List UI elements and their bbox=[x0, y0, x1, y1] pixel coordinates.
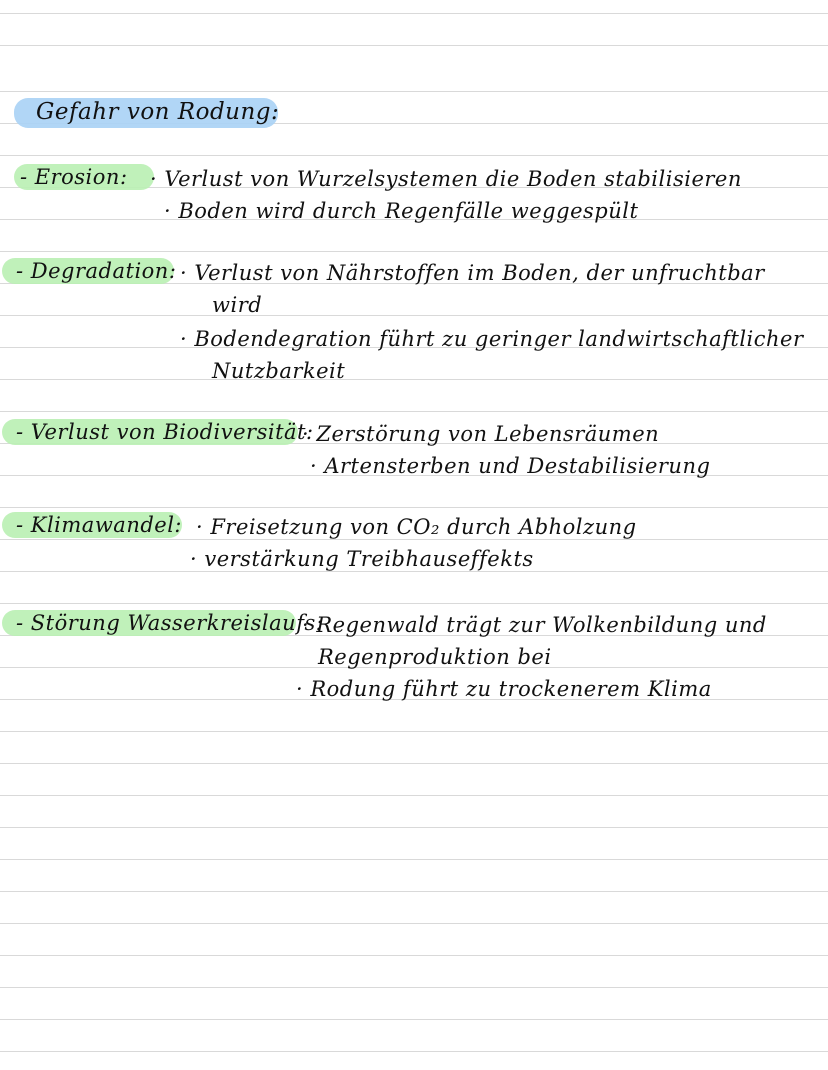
wasserkreislauf-line-1: · Regenwald trägt zur Wolkenbildung und bbox=[302, 613, 767, 637]
section-label-degradation: - Degradation: bbox=[16, 259, 177, 283]
degradation-line-2: wird bbox=[212, 293, 263, 317]
page-title: Gefahr von Rodung: bbox=[36, 99, 280, 125]
klimawandel-line-1: · Freisetzung von CO₂ durch Abholzung bbox=[196, 515, 637, 539]
section-label-klimawandel: - Klimawandel: bbox=[16, 513, 183, 537]
section-label-biodiversity: - Verlust von Biodiversität: bbox=[16, 420, 314, 444]
section-label-wasserkreislauf: - Störung Wasserkreislaufs: bbox=[16, 611, 324, 635]
degradation-line-1: · Verlust von Nährstoffen im Boden, der unfruchtbar bbox=[180, 261, 765, 285]
biodiversity-line-2: · Artensterben und Destabilisierung bbox=[310, 454, 711, 478]
erosion-line-1: · Verlust von Wurzelsystemen die Boden stabilisieren bbox=[150, 167, 742, 191]
section-label-erosion: - Erosion: bbox=[20, 165, 128, 189]
erosion-line-2: · Boden wird durch Regenfälle weggespült bbox=[164, 199, 639, 223]
wasserkreislauf-line-2: Regenproduktion bei bbox=[318, 645, 552, 669]
biodiversity-line-1: · Zerstörung von Lebensräumen bbox=[302, 422, 660, 446]
degradation-line-4: Nutzbarkeit bbox=[212, 359, 346, 383]
klimawandel-line-2: · verstärkung Treibhauseffekts bbox=[190, 547, 534, 571]
wasserkreislauf-line-3: · Rodung führt zu trockenerem Klima bbox=[296, 677, 712, 701]
degradation-line-3: · Bodendegration führt zu geringer landwirtschaftlicher bbox=[180, 327, 804, 351]
